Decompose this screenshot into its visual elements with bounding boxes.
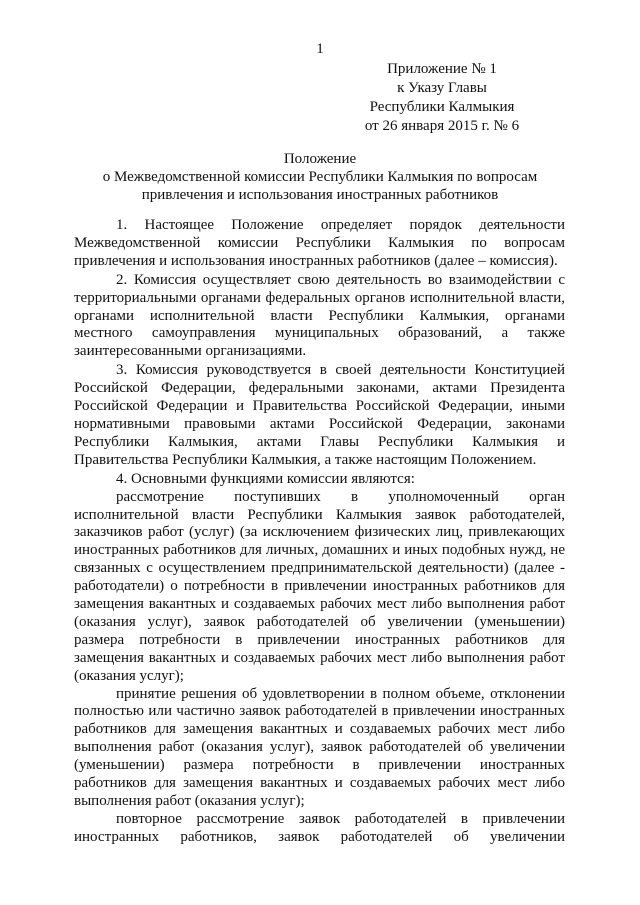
paragraph-2: 2. Комиссия осуществляет свою деятельность во взаимодействии с территориальными органами федеральных органов исполнительной власти, органами исполнительной власти Республики Калмыкия, органами местного самоуправления муниципальных образований, а также заинтересованными организациями. — [74, 271, 565, 360]
paragraph-3: 3. Комиссия руководствуется в своей деятельности Конституцией Российской Федерации, федеральными законами, актами Президента Российской Федерации и Правительства Российской Федерации, иными нормативными правовыми актами Российской Федерации, законами Республики Калмыкия, актами Главы Республики Калмыкия и Правительства Республики Калмыкия, а также настоящим Положением. — [74, 362, 565, 468]
paragraph-1: 1. Настоящее Положение определяет порядок деятельности Межведомственной комиссии Республики Калмыкия по вопросам привлечения и использования иностранных работников (далее – комиссия). — [74, 217, 565, 269]
appendix-block — [332, 60, 552, 136]
appendix-line-1: Приложение № 1 — [387, 61, 497, 77]
paragraph-function-3: повторное рассмотрение заявок работодателей в привлечении иностранных работников, заявок работодателей об увеличении — [74, 810, 565, 845]
paragraph-function-1: рассмотрение поступивших в уполномоченный орган исполнительной власти Республики Калмыкия заявок работодателей, заказчиков работ (услуг) (за исключением физических лиц, привлекающих иностранных работников для личных, домашних и иных подобных нужд, не связанных с осуществлением предпринимательской деятельности) (далее - работодатели) о потребности в привлечении иностранных работников для замещения вакантных и создаваемых рабочих мест либо выполнения работ (оказания услуг), заявок работодателей об увеличении (уменьшении) размера потребности в привлечении иностранных работников для замещения вакантных и создаваемых рабочих мест либо выполнения работ (оказания услуг); — [74, 488, 565, 684]
appendix-line-2: к Указу Главы — [397, 80, 487, 96]
title-line-1: Положение — [283, 151, 357, 167]
page-number: 1 — [316, 41, 324, 57]
document-title — [70, 150, 570, 204]
paragraph-4: 4. Основными функциями комиссии являются: — [116, 470, 415, 487]
appendix-line-3: Республики Калмыкия — [369, 99, 515, 115]
paragraph-function-2: принятие решения об удовлетворении в полном объеме, отклонении полностью или частично заявок работодателей в привлечении иностранных работников для замещения вакантных и создаваемых рабочих мест либо выполнения работ (оказания услуг), заявок работодателей об увеличении (уменьшении) размера потребности в привлечении иностранных работников для замещения вакантных и создаваемых рабочих мест либо выполнения работ (оказания услуг); — [74, 685, 565, 809]
title-line-2: о Межведомственной комиссии Республики Калмыкия по вопросам — [102, 169, 538, 185]
document-body — [74, 217, 565, 847]
title-line-3: привлечения и использования иностранных работников — [141, 187, 499, 203]
appendix-line-4: от 26 января 2015 г. № 6 — [364, 118, 520, 134]
